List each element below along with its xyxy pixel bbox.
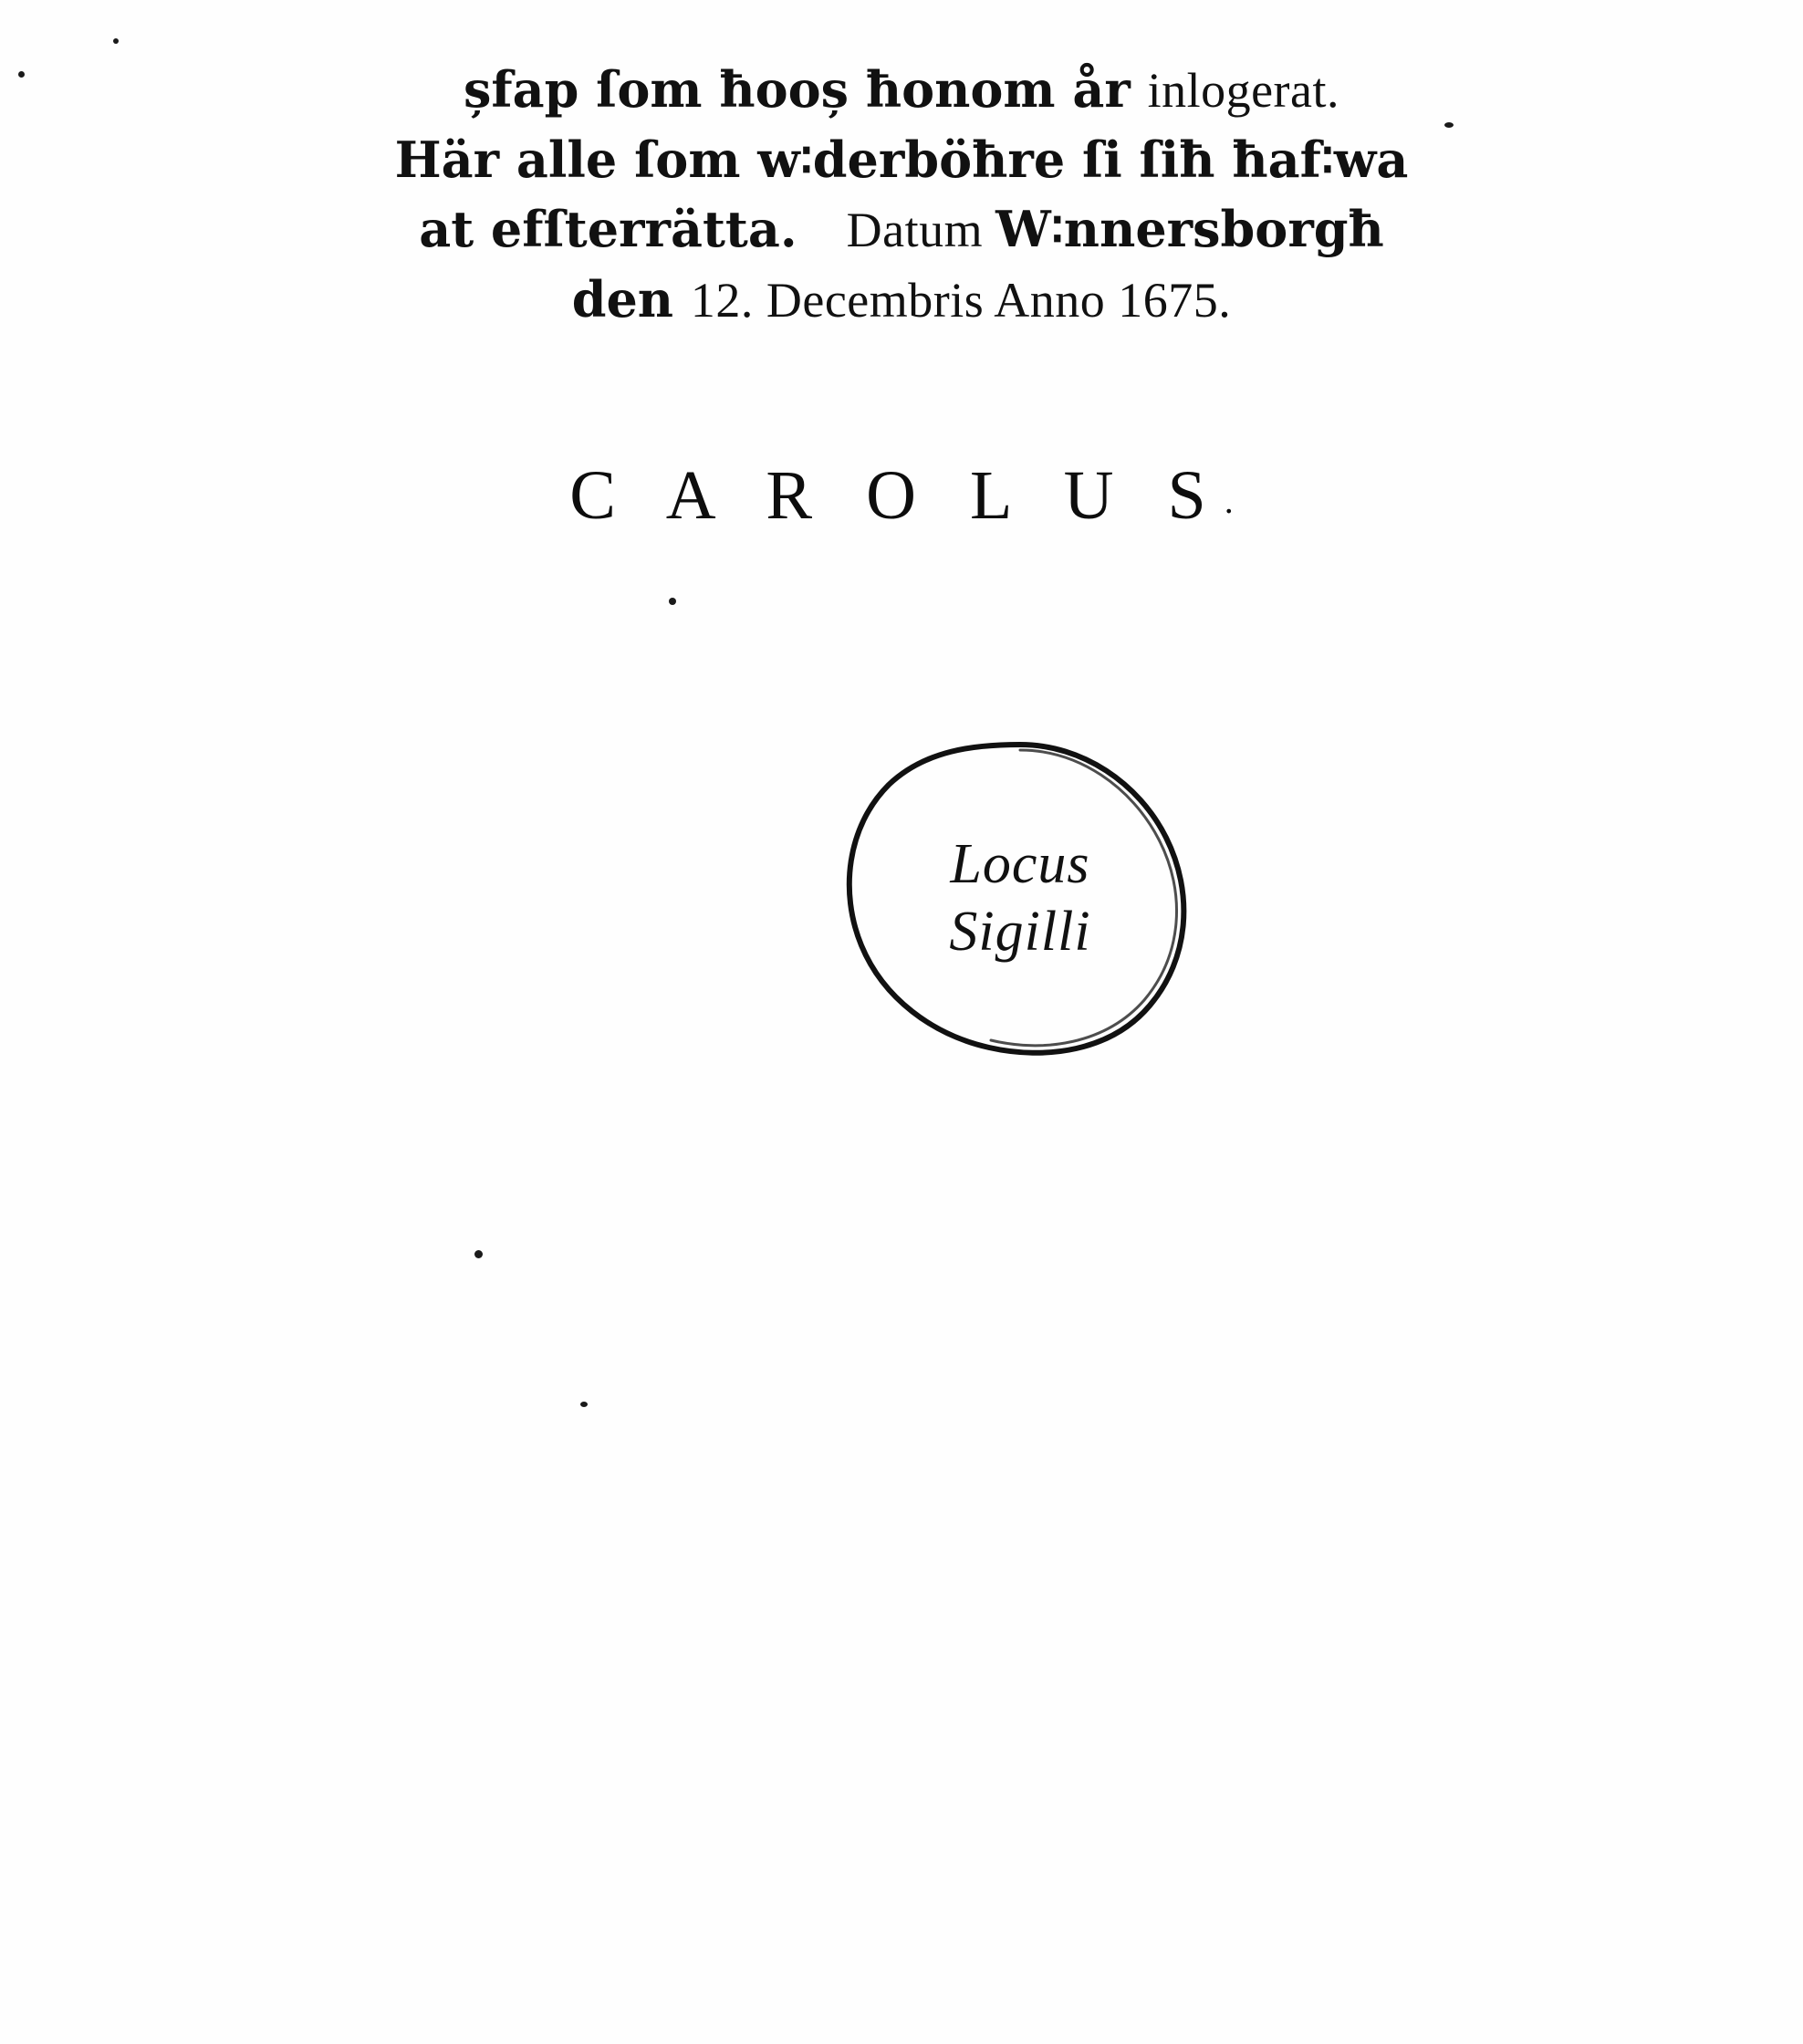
royal-signature — [0, 456, 1803, 536]
ink-speck — [580, 1402, 588, 1407]
body-line-1 — [0, 55, 1803, 125]
body-line-1-gothic-run: șfap ſom ħooș ħonom år — [463, 60, 1148, 119]
body-line-2-gothic-run: Här alle ſom w∶derböħre ſi ſiħ ħaf∶wa — [394, 130, 1409, 189]
ink-speck — [474, 1250, 483, 1258]
seal-line-locus: Locus — [950, 833, 1090, 895]
body-line-2 — [0, 125, 1803, 194]
body-line-3-roman-run: Datum — [846, 203, 996, 257]
seal-mark — [838, 739, 1203, 1057]
seal-line-sigilli: Sigilli — [949, 901, 1091, 963]
signature-period: . — [1224, 480, 1234, 521]
ink-speck — [113, 38, 119, 44]
body-line-3 — [0, 194, 1803, 265]
ink-speck — [669, 598, 676, 605]
body-line-3-gothic-run-b: W∶nnersborgħ — [995, 200, 1384, 258]
body-text-block — [0, 55, 1803, 335]
signature-text: C A R O L U S — [569, 457, 1225, 534]
body-line-4-gothic-run: den — [571, 270, 691, 328]
body-line-3-gothic-run-a: at efſterrätta. — [419, 200, 847, 258]
body-line-1-roman-run: inlogerat. — [1147, 63, 1340, 118]
body-line-4-roman-run: 12. Decembris Anno 1675. — [690, 273, 1232, 328]
seal-circle-icon — [838, 739, 1203, 1057]
body-line-4 — [0, 265, 1803, 335]
